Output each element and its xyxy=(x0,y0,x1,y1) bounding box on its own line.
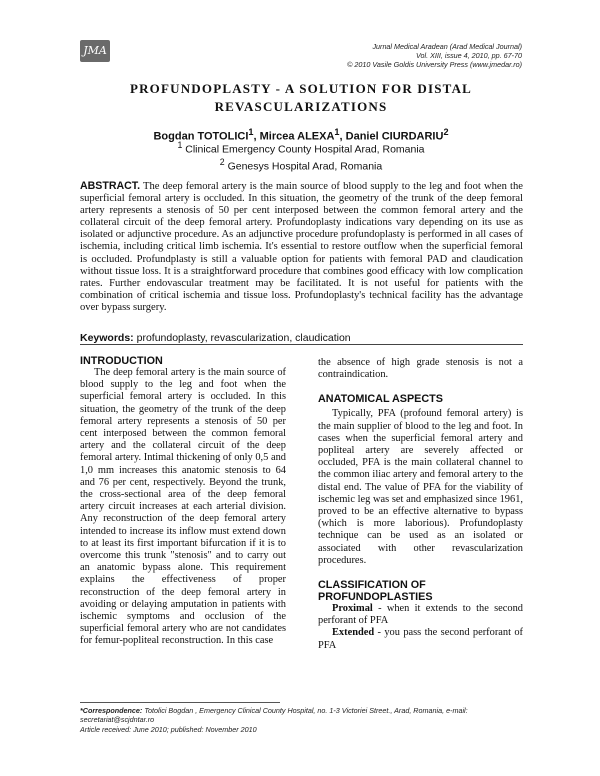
anatomical-text: Typically, PFA (profound femoral artery) is the main supplier of blood to the leg and foot. In cases when the superficial femoral artery and popliteal artery are severely affected or occluded, PFA is the main collateral channel to the common iliac artery and femoral artery to the distal end. The value of PFA for the viability of ischemic leg was set and emphasized since 1961, proved to be an effective alternative to bypass (which is more laborious). Profundoplasty technique can be used as an isolated or associated with other revascularization procedures. xyxy=(318,408,523,566)
proximal-text: - when it extends to the second perforant of PFA xyxy=(318,603,523,627)
introduction-continuation: the absence of high grade stenosis is not a contraindication. xyxy=(318,357,523,381)
journal-copyright: © 2010 Vasile Goldis University Press (www.jmedar.ro) xyxy=(347,60,522,69)
author-1: Bogdan TOTOLICI xyxy=(153,130,249,143)
extended-text: - you pass the second perforant of PFA xyxy=(318,627,523,651)
journal-logo: JMA xyxy=(80,40,110,62)
journal-header xyxy=(347,42,522,69)
title-line-1: PROFUNDOPLASTY - A SOLUTION FOR DISTAL xyxy=(129,81,473,96)
title-line-2: REVASCULARIZATIONS xyxy=(214,99,388,114)
article-dates: Article received: June 2010; published: November 2010 xyxy=(80,724,257,734)
correspondence-text: Totolici Bogdan , Emergency Clinical County Hospital, no. 1-3 Victoriei Street., Arad, Romania, e-mail: secretariat@scjdntar.ro xyxy=(80,706,468,725)
extended-term: Extended xyxy=(332,627,375,639)
proximal-term: Proximal xyxy=(332,603,373,615)
classification-heading xyxy=(318,579,523,603)
abstract-label: ABSTRACT. xyxy=(80,180,141,192)
classification-item-proximal xyxy=(318,603,523,627)
author-3-affil: 2 xyxy=(443,127,449,137)
affiliation-2 xyxy=(80,156,522,173)
author-1-affil: 1 xyxy=(248,127,254,137)
paper-title xyxy=(80,80,522,116)
affiliation-1-text: Clinical Emergency County Hospital Arad, Romania xyxy=(185,143,425,156)
affiliation-1-number: 1 xyxy=(177,140,183,150)
affiliation-2-text: Genesys Hospital Arad, Romania xyxy=(227,160,383,172)
classification-item-extended xyxy=(318,627,523,651)
right-column xyxy=(318,357,523,652)
left-column xyxy=(80,355,286,648)
affiliations xyxy=(80,139,522,172)
author-2: Mircea ALEXA xyxy=(259,130,335,143)
keywords-label: Keywords: xyxy=(80,332,134,344)
classification-heading-line-2: PROFUNDOPLASTIES xyxy=(318,591,433,604)
affiliation-2-number: 2 xyxy=(219,156,225,167)
footnote-divider xyxy=(80,702,280,703)
journal-volume: Vol. XIII, issue 4, 2010, pp. 67-70 xyxy=(415,51,522,60)
correspondence-footnote xyxy=(80,706,523,734)
affiliation-1 xyxy=(80,139,522,156)
keywords-divider xyxy=(80,344,523,345)
keywords xyxy=(80,332,523,344)
anatomical-heading: ANATOMICAL ASPECTS xyxy=(318,393,443,406)
introduction-heading: INTRODUCTION xyxy=(80,355,163,367)
abstract xyxy=(80,180,523,314)
journal-name: Jurnal Medical Aradean (Arad Medical Journal) xyxy=(372,42,522,51)
author-2-affil: 1 xyxy=(334,127,340,137)
introduction-text: The deep femoral artery is the main source of blood supply to the leg and foot when the superficial femoral artery is occluded. In this situation, the geometry of the trunk of the deep femoral artery represents a stenosis of 50 per cent interposed between the common femoral artery and the collateral circuit of the deep femoral artery. Intimal thickening of only 0,5 and 1,0 mm increases this anatomic stenosis to 64 and 76 per cent, respectively. Beyond the trunk, the cross-sectional area of the deep femoral artery circuit increases at each arterial division. Any reconstruction of the deep femoral artery intended to increase its inflow must extend down to at least its first important bifurcation if it is to overcome this trunk "stenosis" and to carry out an anatomic bypass alone. This requirement explains the effectiveness of proper reconstruction of the deep femoral artery in avoiding or delaying amputation in patients with ischemic symptoms and occlusion of the superficial femoral artery who are not candidates for femur-popliteal reconstruction. In this case xyxy=(80,367,286,647)
abstract-text: The deep femoral artery is the main source of blood supply to the leg and foot when the superficial femoral artery is occluded. In this situation, the geometry of the trunk of the deep femoral artery represents a stenosis of 50 per cent interposed between the common femoral artery and the collateral circuit of the deep femoral artery. Profundoplasty indications vary depending on its use as isolated or adjunctive procedure. As an adjunctive procedure profundoplasty is performed in all cases of ischemia, including critical limb ischemia. It's essential to restore outflow when the superficial femoral is occluded. Profundplasty is still a valuable option for patients with femoral PAD and claudication without tissue loss. It is a straightforward procedure that combines good efficacy with low complication rates. Further endovascular treatment may be facilitated. It is not useful for patients with the combination of critical ischemia and tissue loss. Profundoplasty's technical facility has the advantage over bypass surgery. xyxy=(80,181,523,313)
author-3: Daniel CIURDARIU xyxy=(345,130,444,143)
keywords-text: profundoplasty, revascularization, claudication xyxy=(136,332,351,344)
correspondence-label: *Correspondence: xyxy=(80,706,143,715)
correspondence-line xyxy=(80,706,523,725)
classification-heading-line-1: CLASSIFICATION OF xyxy=(318,579,426,592)
author-list: Bogdan TOTOLICI$^1$, Mircea ALEXA$^1$, Daniel CIURDARIU$^2$ xyxy=(153,127,449,143)
